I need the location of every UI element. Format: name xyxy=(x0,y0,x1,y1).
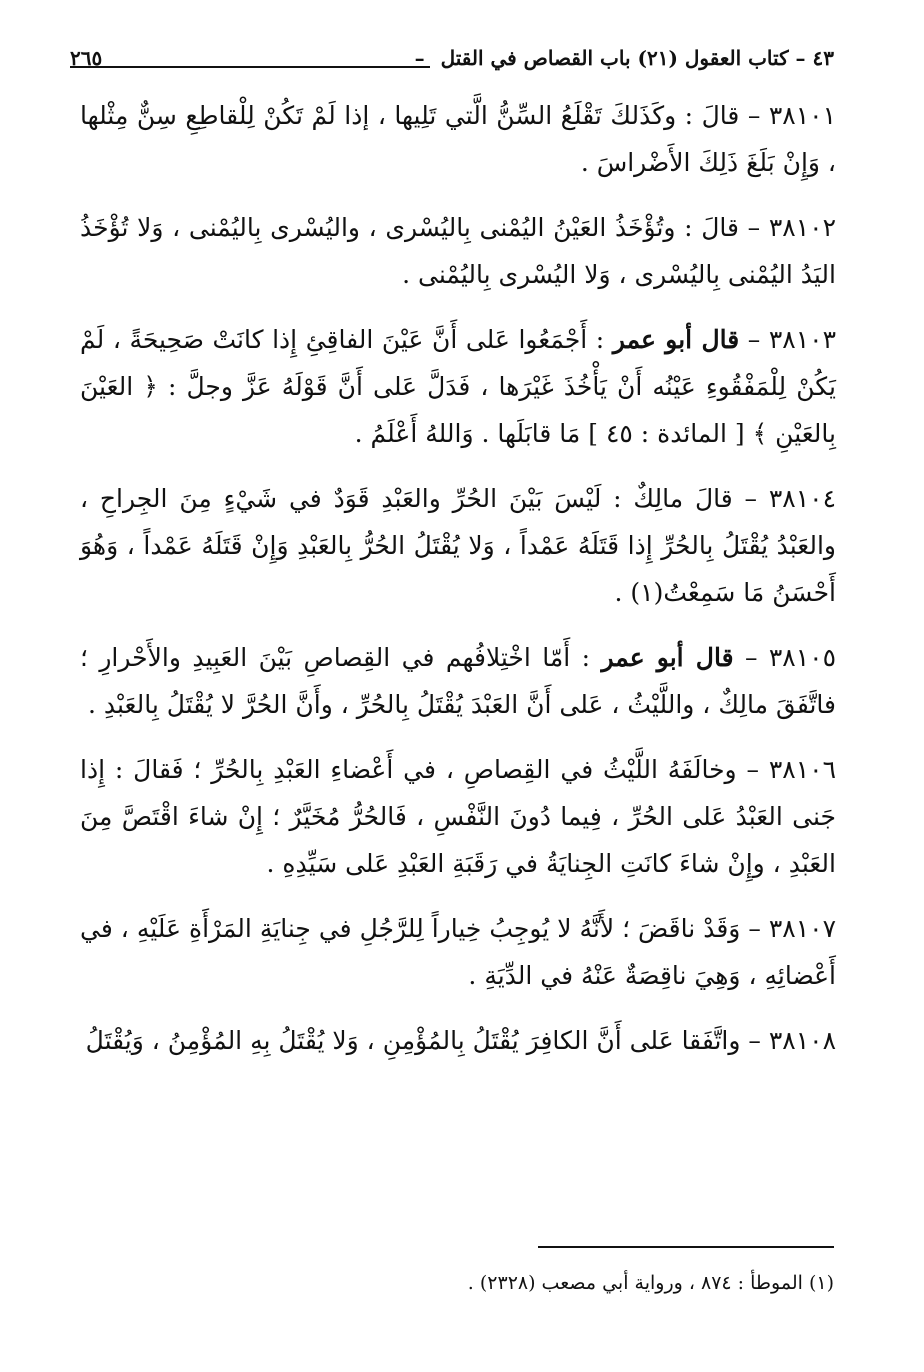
paragraph-38101 xyxy=(80,92,836,186)
paragraph-38108 xyxy=(80,1017,836,1064)
paragraph-number: ٣٨١٠٤ xyxy=(768,484,836,513)
paragraph-text: – قالَ مالِكٌ : لَيْسَ بَيْنَ الحُرِّ والعَبْدِ قَوَدٌ في شَيْءٍ مِنَ الجِراحِ ، والعَبْدُ يُقْتَلُ بِالحُرِّ إِذا قَتَلَهُ عَمْداً ، وَلا يُقْتَلُ الحُرُّ بِالعَبْدِ وَإِنْ قَتَلَهُ عَمْداً ، وَهُوَ أَحْسَنُ مَا سَمِعْتُ(١) . xyxy=(80,484,836,607)
header-separator: – xyxy=(414,46,425,70)
paragraph-38104 xyxy=(80,475,836,616)
paragraph-38105: ٣٨١٠٥ – قال أبو عمر : أَمّا اخْتِلافُهم في القِصاصِ بَيْنَ العَبِيدِ والأَحْرارِ ؛ فاتَّفَقَ مالِكٌ ، واللَّيْثُ ، عَلى أَنَّ العَبْدَ يُقْتَلُ بِالحُرِّ ، وأَنَّ الحُرَّ لا يُقْتَلُ بِالعَبْدِ . xyxy=(80,643,837,719)
page-number: ٢٦٥ xyxy=(70,46,103,70)
paragraph-text: : أَجْمَعُوا عَلى أَنَّ عَيْنَ الفاقِئِ إِذا كانَتْ صَحِيحَةً ، لَمْ يَكُنْ لِلْمَفْقُوءِ عَيْنُه أَنْ يَأْخُذَ غَيْرَها ، فَدَلَّ عَلى أَنَّ قَوْلَهُ عَزَّ وجلَّ : ﴿ العَيْنَ بِالعَيْنِ ﴾ [ المائدة : ٤٥ ] مَا قابَلَها . وَاللهُ أَعْلَمُ . xyxy=(80,325,836,448)
paragraph-number: ٣٨١٠٣ xyxy=(768,325,836,354)
paragraph-speaker: قال أبو عمر xyxy=(601,643,734,672)
header-rule xyxy=(70,66,430,68)
paragraph-text: – قالَ : وتُؤْخَذُ العَيْنُ اليُمْنى بِاليُسْرى ، واليُسْرى بِاليُمْنى ، وَلا تُؤْخَذُ اليَدُ اليُمْنى بِاليُسْرى ، وَلا اليُسْرى بِاليُمْنى . xyxy=(80,213,836,289)
body-text xyxy=(80,92,836,1082)
paragraph-number: ٣٨١٠٥ xyxy=(768,643,837,672)
paragraph-number: ٣٨١٠٢ xyxy=(768,213,836,242)
paragraph-38102 xyxy=(80,204,836,298)
paragraph-text: – قالَ : وكَذَلكَ تَقْلَعُ السِّنُّ الَّتي تَلِيها ، إذا لَمْ تَكُنْ لِلْقاطِعِ سِنٌّ مِثْلها ، وَإِنْ بَلَغَ ذَلِكَ الأَضْراسَ . xyxy=(80,101,836,177)
paragraph-38106 xyxy=(80,746,836,887)
paragraph-text: – واتَّفَقا عَلى أَنَّ الكافِرَ يُقْتَلُ بِالمُؤْمِنِ ، وَلا يُقْتَلُ بِهِ المُؤْمِنُ ، وَيُقْتَلُ xyxy=(85,1026,769,1055)
running-header xyxy=(70,30,834,70)
header-title: ٤٣ – كتاب العقول (٢١) باب القصاص في القتل xyxy=(440,46,834,70)
footnote: (١) الموطأ : ٨٧٤ ، ورواية أبي مصعب (٢٣٢٨) . xyxy=(467,1272,834,1294)
footnote-rule xyxy=(538,1246,834,1248)
paragraph-number: ٣٨١٠٨ xyxy=(768,1026,836,1055)
paragraph-number: ٣٨١٠٧ xyxy=(768,914,836,943)
paragraph-text: – وَقَدْ ناقَضَ ؛ لأَنَّهُ لا يُوجِبُ خِياراً لِلرَّجُلِ في جِنايَةِ المَرْأَةِ عَلَيْهِ ، في أَعْضائِهِ ، وَهِيَ ناقِصَةٌ عَنْهُ في الدِّيَةِ . xyxy=(80,914,836,990)
paragraph-text: – وخالَفَهُ اللَّيْثُ في القِصاصِ ، في أَعْضاءِ العَبْدِ بِالحُرِّ ؛ فَقالَ : إِذا جَنى العَبْدُ عَلى الحُرِّ ، فِيما دُونَ النَّفْسِ ، فَالحُرُّ مُخَيَّرٌ ؛ إِنْ شاءَ اقْتَصَّ مِنَ العَبْدِ ، وإِنْ شاءَ كانَتِ الجِنايَةُ في رَقَبَةِ العَبْدِ عَلى سَيِّدِهِ . xyxy=(80,755,836,878)
paragraph-38107 xyxy=(80,905,836,999)
paragraph-text: : أَمّا اخْتِلافُهم في القِصاصِ بَيْنَ العَبِيدِ والأَحْرارِ ؛ فاتَّفَقَ مالِكٌ ، واللَّيْثُ ، عَلى أَنَّ العَبْدَ يُقْتَلُ بِالحُرِّ ، وأَنَّ الحُرَّ لا يُقْتَلُ بِالعَبْدِ . xyxy=(80,643,836,719)
paragraph-speaker: قال أبو عمر xyxy=(612,325,740,354)
paragraph-38103: ٣٨١٠٣ – قال أبو عمر : أَجْمَعُوا عَلى أَنَّ عَيْنَ الفاقِئِ إِذا كانَتْ صَحِيحَةً ، لَمْ يَكُنْ لِلْمَفْقُوءِ عَيْنُه أَنْ يَأْخُذَ غَيْرَها ، فَدَلَّ عَلى أَنَّ قَوْلَهُ عَزَّ وجلَّ : ﴿ العَيْنَ بِالعَيْنِ ﴾ [ المائدة : ٤٥ ] مَا قابَلَها . وَاللهُ أَعْلَمُ . xyxy=(80,325,836,448)
paragraph-number: ٣٨١٠٦ xyxy=(768,755,836,784)
paragraph-number: ٣٨١٠١ xyxy=(768,101,836,130)
